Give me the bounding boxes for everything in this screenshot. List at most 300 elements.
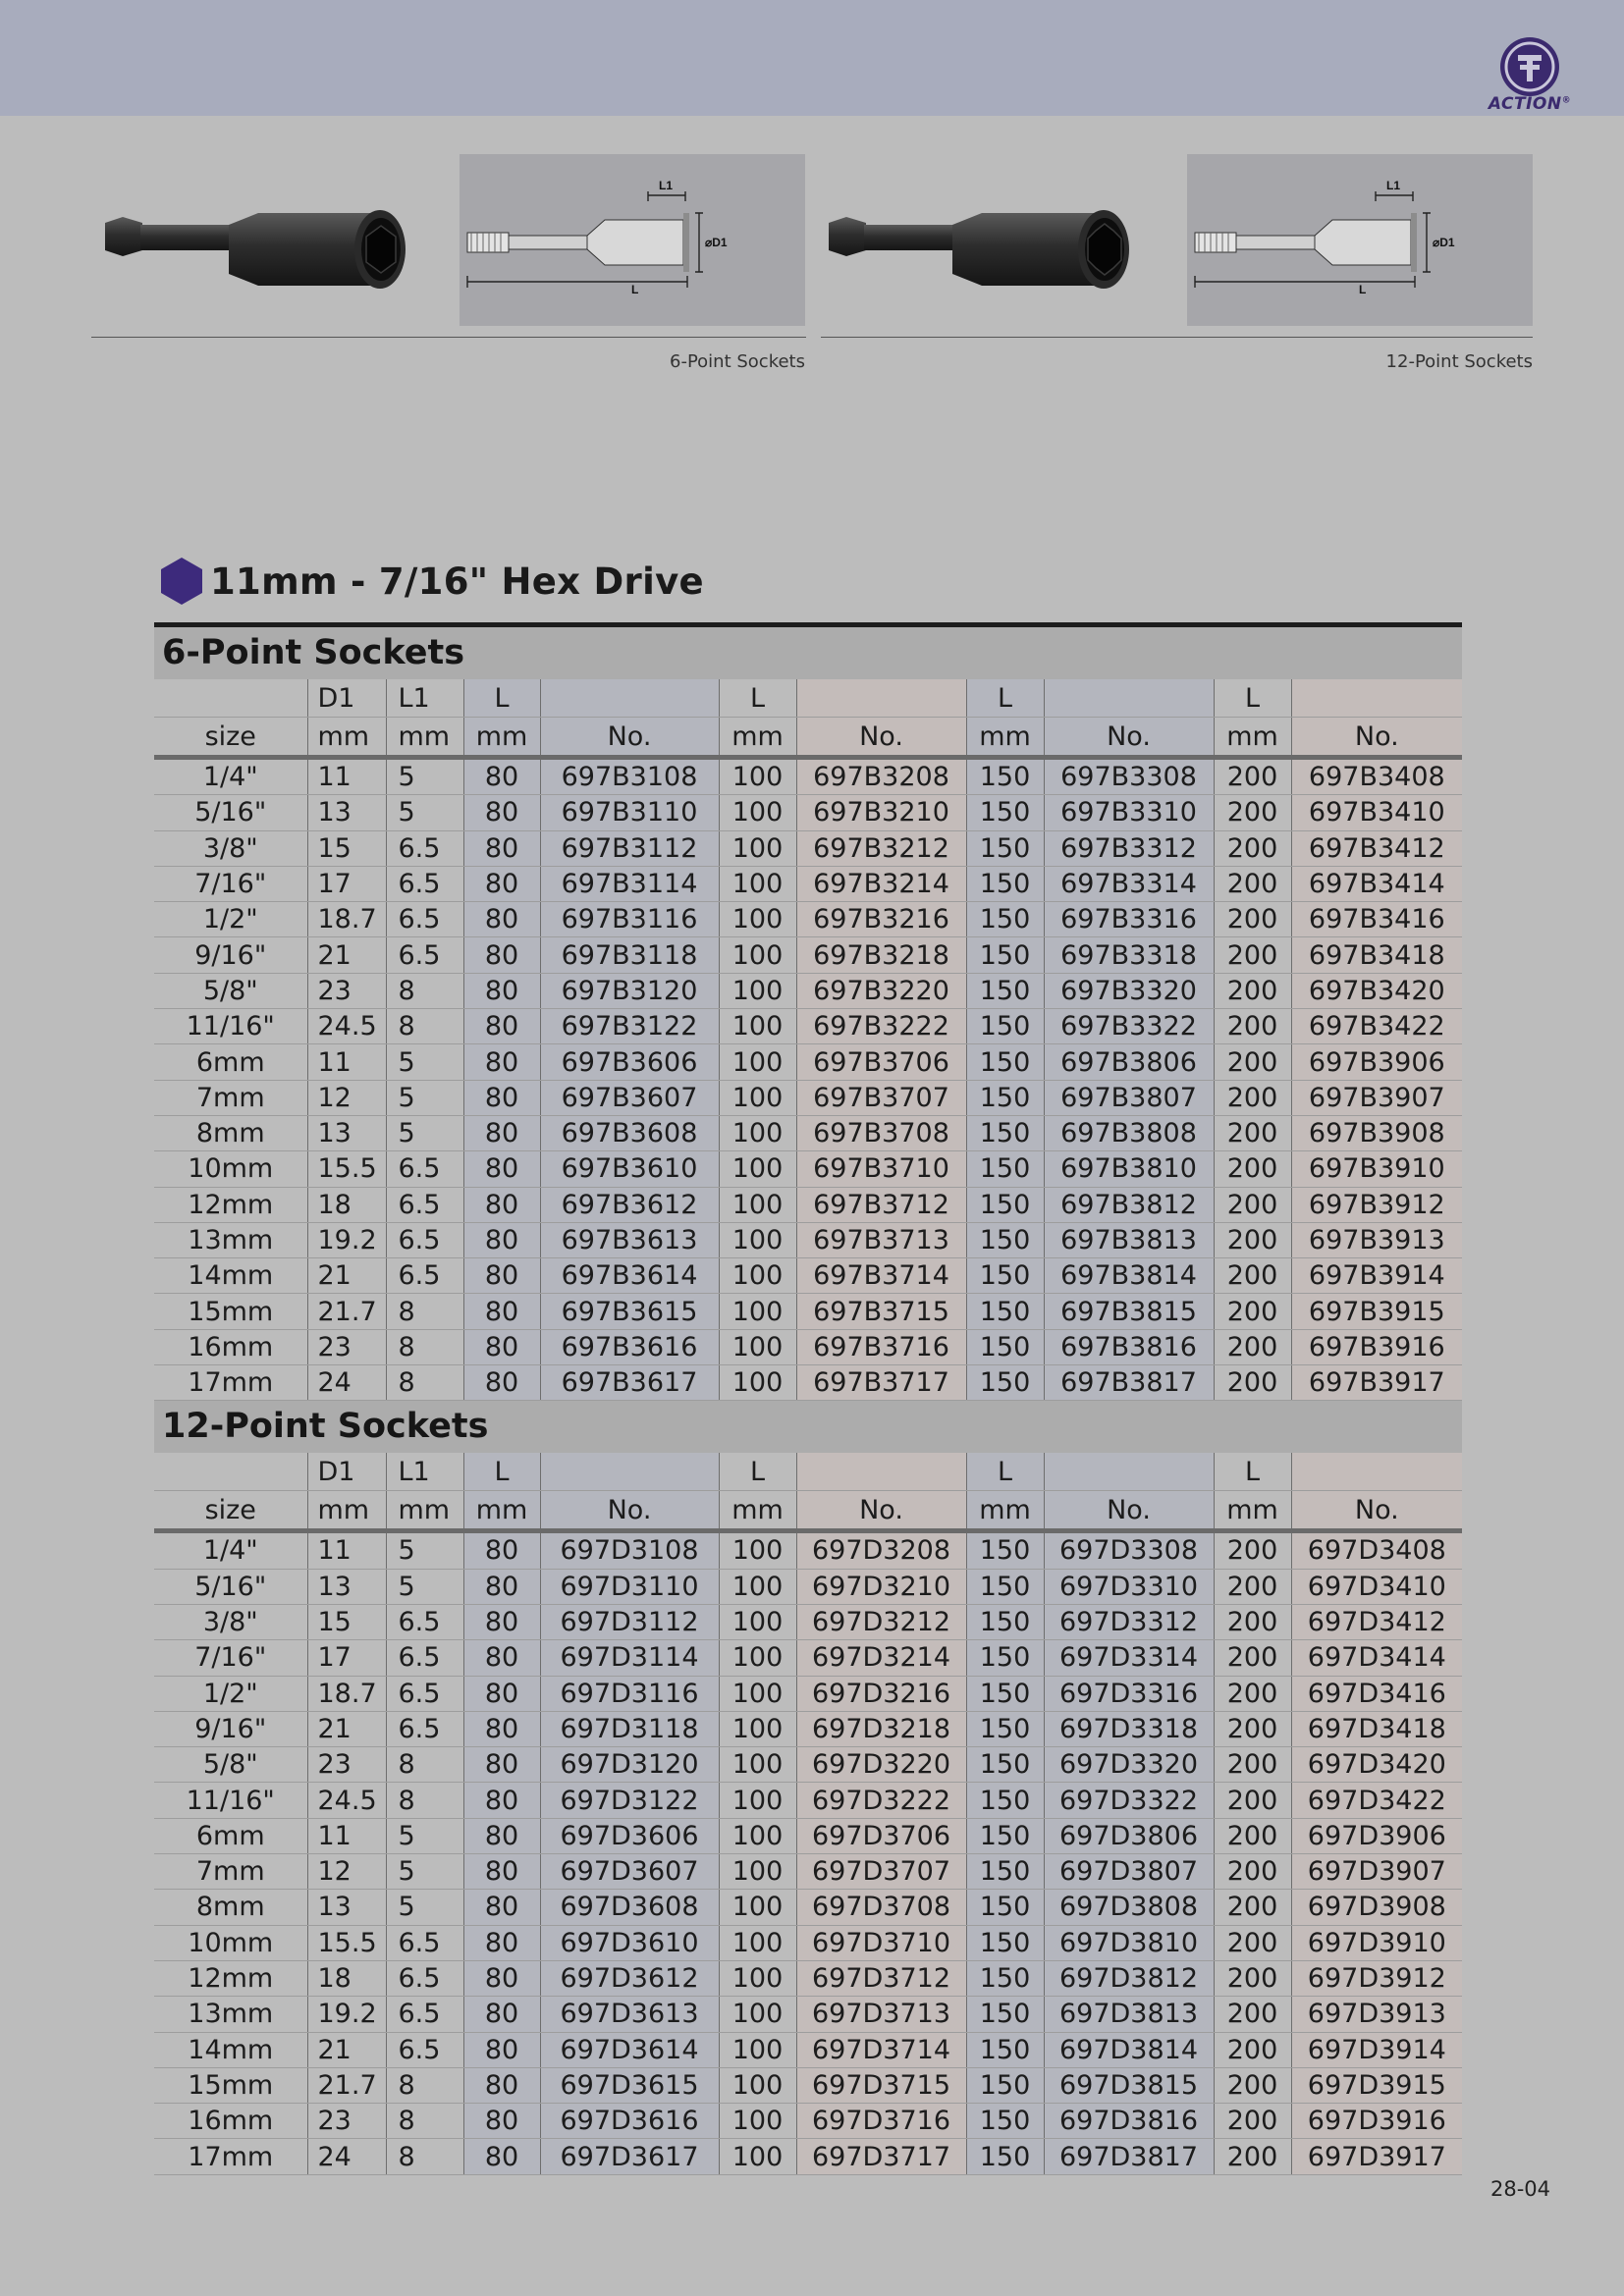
cell-l: 80 [463, 1258, 540, 1294]
label-l: L [631, 283, 639, 296]
cell-no-150: 697D3807 [1044, 1854, 1214, 1890]
page-number: 28-04 [1490, 2177, 1551, 2201]
cell-size: 14mm [154, 1258, 307, 1294]
cell-no-100: 697D3710 [796, 1925, 966, 1960]
cell-l: 80 [463, 1365, 540, 1401]
cell-no-100: 697D3208 [796, 1531, 966, 1569]
table-row [154, 1294, 1462, 1329]
cell-no-150: 697D3810 [1044, 1925, 1214, 1960]
cell-size: 5/8" [154, 973, 307, 1008]
header-cell-l-100: mm [719, 718, 796, 758]
cell-d1: 15.5 [307, 1151, 386, 1187]
cell-l: 80 [463, 1997, 540, 2032]
cell-l-150: 150 [966, 1783, 1044, 1818]
cell-d1: 21 [307, 937, 386, 973]
section-title-text: 11mm - 7/16" Hex Drive [210, 560, 704, 603]
cell-no-150: 697D3312 [1044, 1604, 1214, 1639]
cell-l-200: 200 [1214, 1569, 1291, 1604]
cell-l: 80 [463, 1151, 540, 1187]
cell-d1: 23 [307, 1329, 386, 1364]
cell-no-150: 697B3308 [1044, 758, 1214, 795]
cell-no-150: 697B3812 [1044, 1187, 1214, 1222]
cell-no-100: 697B3713 [796, 1222, 966, 1257]
cell-d1: 23 [307, 2104, 386, 2139]
cell-no-100: 697B3717 [796, 1365, 966, 1401]
cell-l-100: 100 [719, 1640, 796, 1676]
cell-no-100: 697D3707 [796, 1854, 966, 1890]
cell-l1: 5 [386, 1569, 463, 1604]
table-row [154, 1329, 1462, 1364]
cell-l-100: 100 [719, 2067, 796, 2103]
cell-l: 80 [463, 902, 540, 937]
top-band [0, 0, 1624, 116]
cell-no-200: 697D3907 [1291, 1854, 1462, 1890]
cell-no-200: 697B3410 [1291, 795, 1462, 830]
cell-size: 1/2" [154, 902, 307, 937]
cell-l1: 6.5 [386, 1604, 463, 1639]
cell-l-100: 100 [719, 1115, 796, 1150]
cell-d1: 11 [307, 1818, 386, 1853]
header-cell-no-80: No. [540, 1491, 719, 1531]
cell-no-80: 697D3617 [540, 2139, 719, 2174]
cell-no-150: 697B3310 [1044, 795, 1214, 830]
table-row [154, 1569, 1462, 1604]
cell-no-200: 697B3418 [1291, 937, 1462, 973]
table-row [154, 1747, 1462, 1783]
cell-l-150: 150 [966, 830, 1044, 866]
cell-l-200: 200 [1214, 1080, 1291, 1115]
cell-no-150: 697D3815 [1044, 2067, 1214, 2103]
cell-l-150: 150 [966, 902, 1044, 937]
cell-l1: 6.5 [386, 2032, 463, 2067]
cell-l-150: 150 [966, 1531, 1044, 1569]
cell-l-100: 100 [719, 1569, 796, 1604]
cell-l1: 8 [386, 1294, 463, 1329]
header-cell-no-150 [1044, 1453, 1214, 1491]
table-row [154, 866, 1462, 901]
cell-no-200: 697D3412 [1291, 1604, 1462, 1639]
cell-l: 80 [463, 1531, 540, 1569]
cell-no-100: 697B3216 [796, 902, 966, 937]
header-cell-no-200: No. [1291, 1491, 1462, 1531]
cell-no-150: 697B3322 [1044, 1009, 1214, 1044]
cell-size: 13mm [154, 1997, 307, 2032]
cell-no-100: 697D3716 [796, 2104, 966, 2139]
cell-no-200: 697D3414 [1291, 1640, 1462, 1676]
cell-l-150: 150 [966, 1960, 1044, 1996]
cell-no-150: 697D3308 [1044, 1531, 1214, 1569]
cell-no-200: 697D3914 [1291, 2032, 1462, 2067]
table-row [154, 937, 1462, 973]
table-row [154, 1365, 1462, 1401]
header-cell-l-100: L [719, 679, 796, 718]
cell-d1: 15 [307, 1604, 386, 1639]
cell-no-100: 697B3706 [796, 1044, 966, 1080]
cell-l1: 6.5 [386, 1676, 463, 1711]
cell-no-80: 697D3615 [540, 2067, 719, 2103]
cell-d1: 12 [307, 1854, 386, 1890]
cell-l-150: 150 [966, 1365, 1044, 1401]
header-cell-l1: L1 [386, 679, 463, 718]
cell-l: 80 [463, 866, 540, 901]
cell-l-200: 200 [1214, 1997, 1291, 2032]
cell-no-200: 697D3915 [1291, 2067, 1462, 2103]
cell-l: 80 [463, 937, 540, 973]
header-cell-l1: L1 [386, 1453, 463, 1491]
cell-size: 13mm [154, 1222, 307, 1257]
cell-l1: 6.5 [386, 937, 463, 973]
cell-l-200: 200 [1214, 973, 1291, 1008]
header-cell-l: mm [463, 718, 540, 758]
table-row [154, 795, 1462, 830]
cell-l-200: 200 [1214, 1676, 1291, 1711]
cell-l-150: 150 [966, 758, 1044, 795]
cell-l-200: 200 [1214, 902, 1291, 937]
cell-l-100: 100 [719, 1711, 796, 1746]
cell-l-100: 100 [719, 2104, 796, 2139]
socket-6pt-drawing [460, 154, 805, 326]
cell-l: 80 [463, 2032, 540, 2067]
cell-l: 80 [463, 1222, 540, 1257]
cell-no-200: 697D3416 [1291, 1676, 1462, 1711]
cell-l: 80 [463, 1960, 540, 1996]
cell-no-150: 697D3816 [1044, 2104, 1214, 2139]
cell-d1: 21 [307, 1711, 386, 1746]
cell-l: 80 [463, 1604, 540, 1639]
cell-l: 80 [463, 1044, 540, 1080]
cell-no-80: 697B3606 [540, 1044, 719, 1080]
cell-l-100: 100 [719, 1531, 796, 1569]
cell-l-150: 150 [966, 1997, 1044, 2032]
table-row [154, 1676, 1462, 1711]
cell-no-200: 697B3910 [1291, 1151, 1462, 1187]
cell-l-150: 150 [966, 2139, 1044, 2174]
cell-no-80: 697B3114 [540, 866, 719, 901]
cell-size: 7/16" [154, 866, 307, 901]
cell-no-200: 697D3917 [1291, 2139, 1462, 2174]
table-row [154, 1818, 1462, 1853]
cell-l1: 5 [386, 1818, 463, 1853]
cell-size: 1/4" [154, 1531, 307, 1569]
cell-d1: 23 [307, 1747, 386, 1783]
header-cell-no-80: No. [540, 718, 719, 758]
cell-d1: 19.2 [307, 1222, 386, 1257]
socket-12pt-drawing [1187, 154, 1533, 326]
header-cell-no-80 [540, 1453, 719, 1491]
cell-no-80: 697D3614 [540, 2032, 719, 2067]
cell-l1: 6.5 [386, 1222, 463, 1257]
cell-l1: 6.5 [386, 1640, 463, 1676]
cell-d1: 11 [307, 1531, 386, 1569]
table-row [154, 1187, 1462, 1222]
cell-no-80: 697B3617 [540, 1365, 719, 1401]
logo-wordmark: ACTION® [1488, 94, 1572, 114]
cell-no-100: 697D3708 [796, 1890, 966, 1925]
table-title: 12-Point Sockets [154, 1401, 1462, 1454]
cell-size: 17mm [154, 2139, 307, 2174]
cell-l1: 8 [386, 1747, 463, 1783]
cell-no-200: 697B3416 [1291, 902, 1462, 937]
cell-no-200: 697B3412 [1291, 830, 1462, 866]
cell-no-80: 697D3616 [540, 2104, 719, 2139]
cell-no-80: 697D3116 [540, 1676, 719, 1711]
table-row [154, 1009, 1462, 1044]
cell-no-200: 697D3408 [1291, 1531, 1462, 1569]
cell-l-150: 150 [966, 1604, 1044, 1639]
header-cell-l-200: mm [1214, 718, 1291, 758]
cell-no-150: 697D3806 [1044, 1818, 1214, 1853]
cell-l-100: 100 [719, 1329, 796, 1364]
cell-no-80: 697B3108 [540, 758, 719, 795]
cell-l-200: 200 [1214, 1531, 1291, 1569]
cell-l-200: 200 [1214, 1294, 1291, 1329]
cell-no-80: 697B3122 [540, 1009, 719, 1044]
cell-no-150: 697D3817 [1044, 2139, 1214, 2174]
cell-l-200: 200 [1214, 1783, 1291, 1818]
cell-no-200: 697D3420 [1291, 1747, 1462, 1783]
cell-l1: 5 [386, 1080, 463, 1115]
cell-d1: 21 [307, 2032, 386, 2067]
cell-size: 11/16" [154, 1783, 307, 1818]
cell-l-100: 100 [719, 758, 796, 795]
cell-size: 15mm [154, 1294, 307, 1329]
table-body [154, 627, 1462, 2174]
figure-rule-2 [821, 337, 1533, 338]
cell-no-200: 697B3908 [1291, 1115, 1462, 1150]
table-row [154, 1783, 1462, 1818]
cell-d1: 18.7 [307, 902, 386, 937]
cell-l: 80 [463, 1187, 540, 1222]
cell-l-200: 200 [1214, 1115, 1291, 1150]
cell-l1: 5 [386, 1531, 463, 1569]
cell-l1: 6.5 [386, 1997, 463, 2032]
cell-d1: 12 [307, 1080, 386, 1115]
cell-l-200: 200 [1214, 1854, 1291, 1890]
socket-6pt-photo [93, 152, 433, 327]
cell-no-150: 697B3813 [1044, 1222, 1214, 1257]
cell-l-200: 200 [1214, 1222, 1291, 1257]
cell-no-100: 697D3714 [796, 2032, 966, 2067]
cell-l-200: 200 [1214, 1818, 1291, 1853]
cell-no-80: 697B3120 [540, 973, 719, 1008]
cell-l1: 8 [386, 1329, 463, 1364]
cell-no-200: 697B3414 [1291, 866, 1462, 901]
cell-no-150: 697B3312 [1044, 830, 1214, 866]
cell-no-80: 697B3608 [540, 1115, 719, 1150]
header-cell-no-150 [1044, 679, 1214, 718]
cell-size: 10mm [154, 1925, 307, 1960]
cell-l-200: 200 [1214, 1640, 1291, 1676]
cell-l1: 8 [386, 2139, 463, 2174]
cell-no-150: 697B3806 [1044, 1044, 1214, 1080]
cell-no-100: 697B3707 [796, 1080, 966, 1115]
cell-no-150: 697B3314 [1044, 866, 1214, 901]
cell-size: 5/16" [154, 795, 307, 830]
cell-l-150: 150 [966, 1222, 1044, 1257]
table-row [154, 1997, 1462, 2032]
cell-size: 14mm [154, 2032, 307, 2067]
cell-no-200: 697D3910 [1291, 1925, 1462, 1960]
cell-no-200: 697B3915 [1291, 1294, 1462, 1329]
cell-no-80: 697D3114 [540, 1640, 719, 1676]
cell-l-100: 100 [719, 1676, 796, 1711]
cell-no-100: 697D3706 [796, 1818, 966, 1853]
cell-no-100: 697D3712 [796, 1960, 966, 1996]
header-cell-l: L [463, 1453, 540, 1491]
cell-size: 1/2" [154, 1676, 307, 1711]
table-row [154, 1604, 1462, 1639]
cell-l1: 5 [386, 795, 463, 830]
cell-no-150: 697B3814 [1044, 1258, 1214, 1294]
header-cell-size [154, 679, 307, 718]
header-cell-d1: D1 [307, 1453, 386, 1491]
cell-no-200: 697D3422 [1291, 1783, 1462, 1818]
cell-no-100: 697D3713 [796, 1997, 966, 2032]
cell-l1: 6.5 [386, 1960, 463, 1996]
cell-no-100: 697B3210 [796, 795, 966, 830]
spec-table [154, 627, 1462, 2175]
header-cell-no-100 [796, 679, 966, 718]
label-l: L [1359, 283, 1367, 296]
cell-l-200: 200 [1214, 1747, 1291, 1783]
cell-d1: 18 [307, 1187, 386, 1222]
cell-no-80: 697B3607 [540, 1080, 719, 1115]
cell-d1: 21.7 [307, 1294, 386, 1329]
cell-no-200: 697B3420 [1291, 973, 1462, 1008]
cell-l: 80 [463, 1009, 540, 1044]
cell-no-80: 697D3120 [540, 1747, 719, 1783]
cell-d1: 15 [307, 830, 386, 866]
cell-l: 80 [463, 1640, 540, 1676]
cell-no-150: 697B3807 [1044, 1080, 1214, 1115]
header-cell-no-80 [540, 679, 719, 718]
cell-l1: 6.5 [386, 1151, 463, 1187]
cell-l1: 5 [386, 1044, 463, 1080]
cell-d1: 13 [307, 795, 386, 830]
cell-l-100: 100 [719, 1258, 796, 1294]
cell-no-200: 697D3906 [1291, 1818, 1462, 1853]
cell-d1: 24 [307, 2139, 386, 2174]
cell-size: 5/8" [154, 1747, 307, 1783]
cell-size: 8mm [154, 1890, 307, 1925]
cell-l-200: 200 [1214, 1329, 1291, 1364]
cell-no-80: 697B3116 [540, 902, 719, 937]
cell-no-100: 697B3714 [796, 1258, 966, 1294]
cell-d1: 11 [307, 758, 386, 795]
cell-l-200: 200 [1214, 2067, 1291, 2103]
header-cell-d1: D1 [307, 679, 386, 718]
cell-l-100: 100 [719, 2139, 796, 2174]
cell-l1: 8 [386, 2067, 463, 2103]
cell-no-150: 697D3310 [1044, 1569, 1214, 1604]
cell-no-150: 697D3814 [1044, 2032, 1214, 2067]
figure-rule-1 [91, 337, 806, 338]
cell-l-100: 100 [719, 902, 796, 937]
cell-l-150: 150 [966, 973, 1044, 1008]
cell-size: 6mm [154, 1044, 307, 1080]
table-row [154, 2032, 1462, 2067]
header-cell-size [154, 1453, 307, 1491]
cell-l-150: 150 [966, 1747, 1044, 1783]
cell-l: 80 [463, 2104, 540, 2139]
cell-no-200: 697B3913 [1291, 1222, 1462, 1257]
spec-tables [154, 622, 1462, 2175]
header-cell-no-100: No. [796, 718, 966, 758]
cell-l: 80 [463, 1711, 540, 1746]
cell-no-80: 697B3616 [540, 1329, 719, 1364]
label-d1: ⌀D1 [1433, 236, 1455, 249]
socket-12pt-photo [823, 152, 1163, 327]
cell-no-80: 697D3112 [540, 1604, 719, 1639]
cell-l-150: 150 [966, 1890, 1044, 1925]
cell-l: 80 [463, 1294, 540, 1329]
cell-l-100: 100 [719, 1009, 796, 1044]
cell-l-100: 100 [719, 1997, 796, 2032]
cell-l1: 6.5 [386, 1925, 463, 1960]
cell-l: 80 [463, 1925, 540, 1960]
table-title-row [154, 627, 1462, 679]
cell-no-100: 697B3208 [796, 758, 966, 795]
cell-no-150: 697B3815 [1044, 1294, 1214, 1329]
cell-size: 1/4" [154, 758, 307, 795]
cell-no-100: 697B3715 [796, 1294, 966, 1329]
caption-12pt: 12-Point Sockets [1385, 351, 1533, 372]
table-row [154, 1151, 1462, 1187]
cell-l-200: 200 [1214, 795, 1291, 830]
table-row [154, 1854, 1462, 1890]
cell-l-200: 200 [1214, 1365, 1291, 1401]
cell-l-150: 150 [966, 1925, 1044, 1960]
cell-size: 3/8" [154, 830, 307, 866]
header-cell-l-150: mm [966, 718, 1044, 758]
label-l1: L1 [659, 179, 674, 192]
header-cell-l-150: L [966, 1453, 1044, 1491]
cell-no-150: 697B3817 [1044, 1365, 1214, 1401]
cell-l-150: 150 [966, 1044, 1044, 1080]
cell-no-100: 697D3218 [796, 1711, 966, 1746]
table-row [154, 1044, 1462, 1080]
cell-l-150: 150 [966, 1151, 1044, 1187]
cell-no-200: 697D3908 [1291, 1890, 1462, 1925]
cell-size: 7/16" [154, 1640, 307, 1676]
cell-l-100: 100 [719, 1044, 796, 1080]
cell-no-100: 697B3710 [796, 1151, 966, 1187]
cell-l: 80 [463, 830, 540, 866]
header-cell-l-200: mm [1214, 1491, 1291, 1531]
cell-l-200: 200 [1214, 2104, 1291, 2139]
cell-size: 9/16" [154, 937, 307, 973]
cell-l-200: 200 [1214, 2139, 1291, 2174]
cell-l: 80 [463, 1329, 540, 1364]
cell-l-100: 100 [719, 1080, 796, 1115]
cell-no-80: 697D3608 [540, 1890, 719, 1925]
cell-l-150: 150 [966, 1187, 1044, 1222]
cell-no-200: 697D3912 [1291, 1960, 1462, 1996]
cell-d1: 21.7 [307, 2067, 386, 2103]
cell-size: 17mm [154, 1365, 307, 1401]
cell-l-150: 150 [966, 1854, 1044, 1890]
cell-l: 80 [463, 1676, 540, 1711]
cell-l-150: 150 [966, 795, 1044, 830]
table-row [154, 758, 1462, 795]
cell-l-100: 100 [719, 1222, 796, 1257]
header-cell-l-150: L [966, 679, 1044, 718]
cell-no-200: 697D3418 [1291, 1711, 1462, 1746]
cell-no-100: 697B3222 [796, 1009, 966, 1044]
cell-no-80: 697D3612 [540, 1960, 719, 1996]
cell-l1: 8 [386, 1365, 463, 1401]
cell-no-80: 697B3112 [540, 830, 719, 866]
